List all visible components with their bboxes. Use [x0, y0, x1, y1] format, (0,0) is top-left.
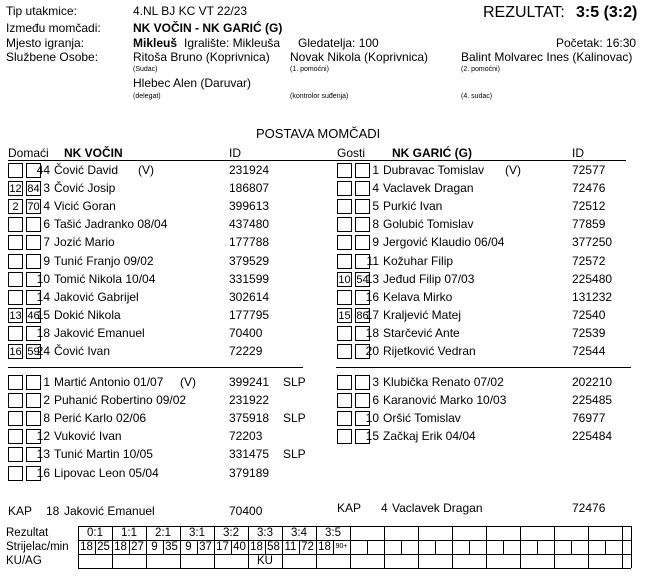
- sub-minute-box: [337, 375, 352, 390]
- player-id: 331599: [229, 271, 270, 286]
- player-id: 72572: [572, 253, 606, 268]
- sub-minute-box: [337, 290, 352, 305]
- player-id: 70400: [229, 325, 263, 340]
- player-id: 72476: [572, 181, 606, 196]
- scorer-number: 17: [216, 541, 229, 553]
- player-number: 1: [43, 375, 50, 389]
- sub-minute-box: [337, 393, 352, 408]
- sub-minute-box: [337, 326, 352, 341]
- away-kap-id: 72476: [572, 501, 606, 515]
- score-cell: 1:1: [121, 527, 137, 539]
- official-name: Balint Molvarec Ines (Kalinovac): [461, 50, 633, 64]
- sub-minute-box: [8, 429, 23, 444]
- grid-line: [503, 540, 504, 554]
- official-name: Hlebec Alen (Daruvar): [133, 76, 252, 90]
- player-number: 3: [43, 181, 50, 196]
- player-id: 331475: [229, 447, 270, 462]
- sub-minute-box: 16: [9, 346, 22, 358]
- sub-minute-box: 46: [27, 309, 40, 322]
- grid-line: [571, 540, 572, 554]
- official-role: (delegat): [133, 93, 161, 100]
- player-name: Lipovac Leon 05/04: [54, 465, 159, 480]
- player-number: 13: [36, 447, 50, 462]
- player-number: 16: [36, 465, 50, 480]
- scorer-minute: 72: [301, 541, 314, 553]
- player-name: Jaković Emanuel: [54, 325, 145, 340]
- sub-minute-box: 2: [8, 199, 23, 214]
- player-number: 15: [365, 429, 379, 444]
- score-cell: 3:2: [223, 527, 239, 539]
- player-number: 11: [366, 253, 379, 268]
- score-cell: 3:1: [189, 527, 205, 539]
- grid-line: [418, 526, 419, 568]
- player-name: Čović Ivan: [54, 344, 111, 358]
- score-cell: 0:1: [87, 527, 103, 539]
- away-side-label: Gosti: [337, 146, 366, 160]
- scorer-minute: 58: [267, 541, 280, 553]
- scorer-number: 18: [318, 541, 331, 553]
- player-id: 437480: [229, 217, 270, 232]
- player-name: Tašić Jadranko 08/04: [54, 217, 168, 232]
- player-name: Tomić Nikola 10/04: [54, 271, 156, 286]
- player-id: 225480: [572, 271, 613, 286]
- player-number: 4: [372, 181, 379, 196]
- player-id: 131232: [572, 289, 613, 304]
- sub-minute-box: [337, 429, 352, 444]
- grid-line: [78, 554, 631, 555]
- scorer-number: 9: [151, 541, 158, 553]
- official-name: Novak Nikola (Koprivnica): [290, 50, 429, 64]
- grid-line: [469, 540, 470, 554]
- sub-minute-box: [8, 411, 23, 426]
- sub-minute-box: [337, 217, 352, 232]
- sub-minute-box: [337, 344, 352, 359]
- grid-line: [78, 568, 631, 569]
- sub-minute-box: 15: [338, 309, 351, 322]
- sub-minute-box: [8, 290, 23, 305]
- sub-minute-box: 54: [356, 273, 369, 286]
- official-role: (2. pomoćni): [461, 66, 500, 73]
- player-name: Dubravac Tomislav: [383, 163, 485, 177]
- player-name: Oršić Tomislav: [383, 411, 461, 426]
- player-name: Perić Karlo 02/06: [54, 411, 147, 426]
- player-id: 231924: [229, 163, 270, 177]
- player-name: Rijetković Vedran: [383, 344, 476, 358]
- player-id: 225484: [572, 429, 613, 444]
- sub-minute-box: [8, 272, 23, 287]
- home-kap-label: KAP: [8, 504, 33, 518]
- player-id: 375918: [229, 411, 270, 426]
- player-name: Kraljević Matej: [383, 307, 462, 322]
- player-note: (V): [138, 163, 154, 177]
- grid-line: [554, 526, 555, 568]
- player-name: Golubić Tomislav: [383, 217, 474, 232]
- player-name: Puhanić Robertino 09/02: [54, 393, 187, 408]
- scorer-number: 9: [185, 541, 192, 553]
- player-number: 4: [43, 199, 50, 214]
- player-number: 8: [372, 217, 379, 232]
- player-name: Čović Josip: [54, 181, 116, 196]
- player-number: 14: [36, 289, 50, 304]
- away-kap-label: KAP: [337, 501, 362, 515]
- player-name: Klubička Renato 07/02: [383, 375, 504, 389]
- player-name: Karanović Marko 10/03: [383, 393, 507, 408]
- official-role: (1. pomoćni): [290, 66, 329, 73]
- player-extra: SLP: [283, 411, 306, 426]
- lineup-title: POSTAVA MOMČADI: [256, 126, 381, 141]
- player-number: 17: [365, 307, 379, 322]
- player-number: 10: [36, 271, 50, 286]
- sub-minute-box: 84: [27, 183, 40, 196]
- scorer-minute: 25: [97, 541, 110, 553]
- player-id: 72512: [572, 199, 606, 214]
- kuag-label: KU/AG: [6, 555, 42, 567]
- sub-minute-box: [8, 375, 23, 390]
- player-id: 225485: [572, 393, 613, 408]
- sub-minute-box: [337, 199, 352, 214]
- player-name: Jozić Mario: [54, 235, 115, 250]
- player-number: 3: [372, 375, 379, 389]
- player-id: 72577: [572, 163, 606, 177]
- player-id: 72540: [572, 307, 606, 322]
- score-cell: 3:4: [291, 527, 307, 539]
- izmedju-label: Između momčadi:: [6, 21, 101, 35]
- official-role: (Sudac): [133, 66, 158, 73]
- player-number: 20: [365, 344, 379, 358]
- mjesto-label: Mjesto igranja:: [6, 36, 85, 50]
- scorer-number: 18: [250, 541, 263, 553]
- player-id: 72544: [572, 344, 606, 358]
- grid-line: [520, 526, 521, 568]
- player-name: Začkaj Erik 04/04: [383, 429, 476, 444]
- grid-line: [435, 540, 436, 554]
- player-number: 13: [365, 271, 379, 286]
- player-name: Dokić Nikola: [54, 307, 121, 322]
- home-side-label: Domaći: [8, 146, 49, 160]
- player-name: Tunić Franjo 09/02: [54, 253, 154, 268]
- scorer-minute: 35: [165, 541, 178, 553]
- pocetak: Početak: 16:30: [556, 36, 637, 50]
- player-number: 18: [36, 325, 50, 340]
- player-name: Vicić Goran: [54, 199, 116, 214]
- player-note: (V): [180, 375, 196, 389]
- player-number: 8: [43, 411, 50, 426]
- player-id: 231922: [229, 393, 270, 408]
- kuag-cell: KU: [257, 555, 273, 567]
- grid-line: [486, 526, 487, 568]
- player-number: 24: [36, 344, 50, 358]
- igraliste: Igralište: Mikleuša: [184, 36, 281, 50]
- player-name: Vuković Ivan: [54, 429, 122, 444]
- sub-minute-box: [8, 217, 23, 232]
- player-id: 72229: [229, 344, 263, 358]
- grid-line: [588, 526, 589, 568]
- gledatelja: Gledatelja: 100: [298, 36, 379, 50]
- mjesto-value: Mikleuš: [133, 36, 178, 50]
- official-name: Ritoša Bruno (Koprivnica): [133, 50, 270, 64]
- player-id: 186807: [229, 181, 270, 196]
- player-number: 1: [372, 163, 379, 177]
- player-id: 399613: [229, 199, 270, 214]
- sub-minute-box: [8, 326, 23, 341]
- player-id: 399241: [229, 375, 270, 389]
- player-name: Kelava Mirko: [383, 289, 453, 304]
- player-number: 12: [36, 429, 50, 444]
- away-id-label: ID: [572, 146, 584, 160]
- sub-minute-box: 12: [9, 183, 22, 196]
- rezultat-label: Rezultat: [6, 527, 49, 539]
- score-cell: 3:3: [257, 527, 273, 539]
- grid-line: [605, 540, 606, 554]
- scorer-number: 18: [80, 541, 93, 553]
- player-number: 6: [372, 393, 379, 408]
- player-id: 177795: [229, 307, 270, 322]
- player-number: 15: [36, 307, 50, 322]
- player-extra: SLP: [283, 375, 306, 389]
- player-number: 10: [365, 411, 379, 426]
- player-name: Tunić Martin 10/05: [54, 447, 153, 462]
- sub-minute-box: [8, 163, 23, 178]
- away-kap-number: 4: [381, 501, 388, 515]
- player-extra: SLP: [283, 447, 306, 462]
- player-number: 16: [365, 289, 379, 304]
- player-id: 72203: [229, 429, 263, 444]
- grid-line: [452, 526, 453, 568]
- player-id: 177788: [229, 235, 270, 250]
- sub-minute-box: [8, 393, 23, 408]
- rezultat-value: 3:5 (3:2): [576, 4, 638, 21]
- scorer-number: 18: [114, 541, 127, 553]
- sub-minute-box: [337, 181, 352, 196]
- sub-minute-box: 70: [27, 201, 40, 214]
- tip-label: Tip utakmice:: [6, 4, 77, 18]
- away-team-name: NK GARIĆ (G): [392, 146, 472, 160]
- scorer-minute: 40: [233, 541, 246, 553]
- scorer-minute: 37: [199, 541, 212, 553]
- sub-minute-box: [8, 235, 23, 250]
- player-name: Kožuhar Filip: [383, 253, 454, 268]
- player-id: 379189: [229, 465, 270, 480]
- player-id: 76977: [572, 411, 606, 426]
- player-name: Vaclavek Dragan: [383, 181, 474, 196]
- player-number: 44: [36, 163, 50, 177]
- player-name: Starčević Ante: [383, 325, 460, 340]
- player-number: 5: [372, 199, 379, 214]
- sub-minute-box: [8, 447, 23, 462]
- match-teams: NK VOČIN - NK GARIĆ (G): [133, 21, 283, 35]
- official-role: (4. sudac): [461, 93, 493, 100]
- tip-value: 4.NL BJ KC VT 22/23: [133, 4, 248, 18]
- official-role: (kontrolor suđenja): [290, 93, 349, 100]
- player-id: 302614: [229, 289, 270, 304]
- sub-minute-box: [337, 254, 352, 269]
- grid-line: [401, 540, 402, 554]
- grid-line: [537, 540, 538, 554]
- grid-line: [384, 526, 385, 568]
- strijelac-label: Strijelac/min: [6, 541, 69, 553]
- player-id: 77859: [572, 217, 606, 232]
- grid-line: [631, 526, 632, 568]
- sub-minute-box: [8, 254, 23, 269]
- sub-minute-box: [337, 235, 352, 250]
- player-id: 72539: [572, 325, 606, 340]
- player-number: 2: [43, 393, 50, 408]
- player-number: 6: [43, 217, 50, 232]
- player-number: 7: [43, 235, 50, 250]
- sub-minute-box: [337, 163, 352, 178]
- player-name: Purkić Ivan: [383, 199, 443, 214]
- away-kap-name: Vaclavek Dragan: [392, 501, 483, 515]
- player-id: 202210: [572, 375, 613, 389]
- sub-minute-box: 13: [9, 309, 22, 322]
- player-note: (V): [505, 163, 521, 177]
- player-name: Čović David: [54, 163, 119, 177]
- home-team-name: NK VOČIN: [64, 146, 123, 160]
- player-name: Jeđud Filip 07/03: [383, 271, 475, 286]
- player-number: 18: [365, 325, 379, 340]
- home-kap-id: 70400: [229, 504, 263, 518]
- sub-minute-box: [337, 411, 352, 426]
- sub-minute-box: 59: [27, 346, 40, 358]
- sub-minute-box: 10: [338, 273, 351, 286]
- player-name: Jaković Gabrijel: [54, 289, 139, 304]
- player-name: Martić Antonio 01/07: [54, 375, 164, 389]
- scorer-minute: 27: [131, 541, 144, 553]
- home-kap-number: 18: [46, 504, 60, 518]
- home-kap-name: Jaković Emanuel: [64, 504, 155, 518]
- player-id: 377250: [572, 235, 613, 250]
- divider: [8, 367, 303, 368]
- grid-line: [367, 540, 368, 554]
- score-cell: 3:5: [325, 527, 341, 539]
- home-id-label: ID: [229, 146, 241, 160]
- rezultat-label: REZULTAT:: [483, 4, 565, 21]
- sub-minute-box: [8, 466, 23, 481]
- sub-minute-box: 86: [356, 309, 369, 322]
- sluzbene-label: Službene Osobe:: [6, 50, 99, 64]
- scorer-number: 11: [284, 541, 297, 553]
- score-cell: 2:1: [155, 527, 171, 539]
- player-name: Jergović Klaudio 06/04: [383, 235, 505, 250]
- player-number: 9: [43, 253, 50, 268]
- grid-line: [622, 526, 623, 568]
- scorer-minute: 90+: [335, 543, 348, 550]
- player-number: 9: [372, 235, 379, 250]
- divider: [336, 367, 631, 368]
- grid-line: [350, 526, 351, 568]
- divider: [8, 160, 626, 161]
- player-id: 379529: [229, 253, 270, 268]
